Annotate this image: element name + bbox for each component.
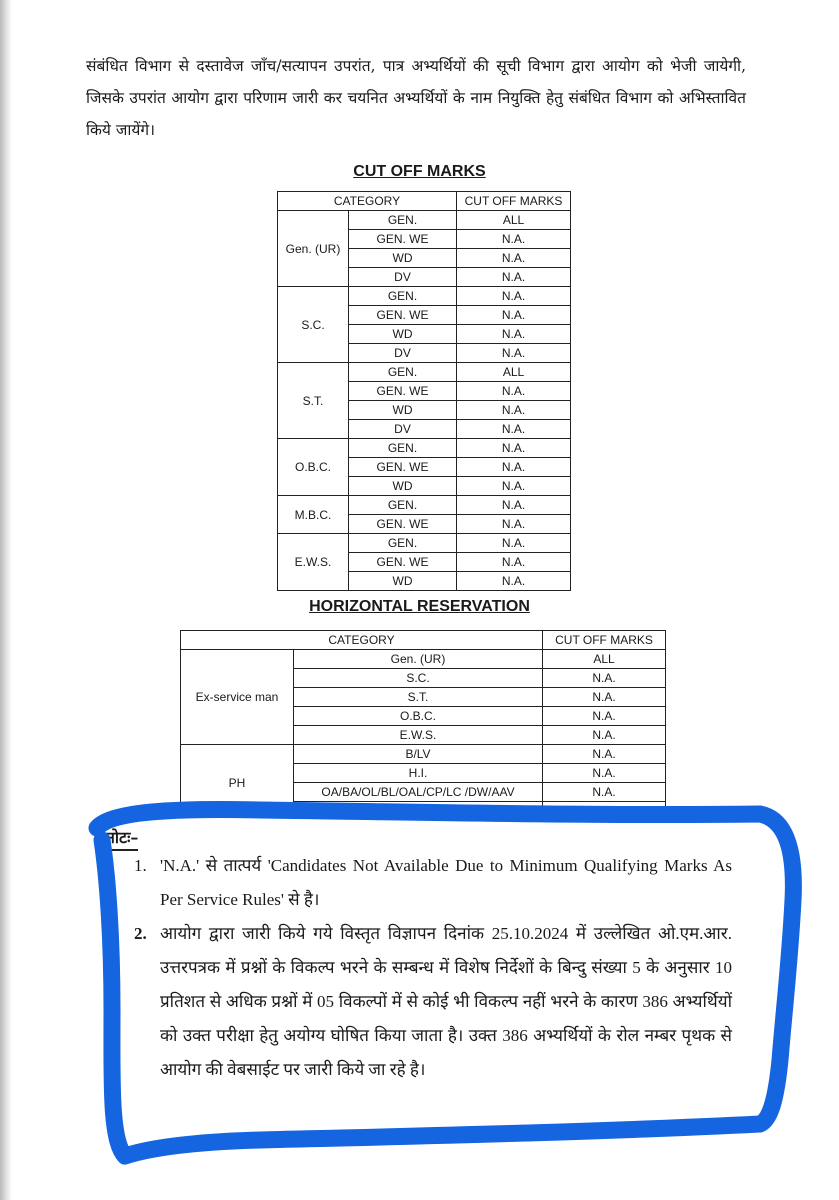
- table-row: [181, 745, 666, 764]
- cutoff-value-cell: N.A.: [543, 802, 666, 816]
- cutoff-value-cell: N.A.: [457, 306, 571, 325]
- horizontal-heading: HORIZONTAL RESERVATION: [309, 598, 530, 615]
- cutoff-header-marks: CUT OFF MARKS: [457, 192, 571, 211]
- cutoff-value-cell: N.A.: [457, 515, 571, 534]
- cutoff-value-cell: N.A.: [543, 707, 666, 726]
- cutoff-value-cell: N.A.: [457, 553, 571, 572]
- cutoff-value-cell: N.A.: [543, 745, 666, 764]
- subcategory-cell: O.B.C.: [294, 707, 543, 726]
- group-label: Ex-service man: [181, 650, 294, 745]
- subcategory-cell: WD: [349, 401, 457, 420]
- note-text: आयोग द्वारा जारी किये गये विस्तृत विज्ञापन दिनांक 25.10.2024 में उल्लेखित ओ.एम.आर. उत्तरपत्रक में प्रश्नों के विकल्प भरने के सम्बन्ध में विशेष निर्देशों के बिन्दु संख्या 5 के अनुसार 10 प्रतिशत से अधिक प्रश्नों में 05 विकल्पों में से कोई भी विकल्प नहीं भरने के कारण 386 अभ्यर्थियों को उक्त परीक्षा हेतु अयोग्य घोषित किया जाता है। उक्त 386 अभ्यर्थियों के रोल नम्बर पृथक से आयोग की वेबसाईट पर जारी किये जा रहे है।: [160, 924, 732, 1079]
- cutoff-value-cell: N.A.: [543, 688, 666, 707]
- note-item-1: [134, 849, 732, 917]
- group-label: Gen. (UR): [278, 211, 349, 287]
- subcategory-cell: GEN. WE: [349, 553, 457, 572]
- cutoff-value-cell: ALL: [457, 363, 571, 382]
- group-label: PH: [181, 745, 294, 816]
- intro-paragraph: संबंधित विभाग से दस्तावेज जाँच/सत्यापन उपरांत, पात्र अभ्यर्थियों की सूची विभाग द्वारा आयोग को भेजी जायेगी, जिसके उपरांत आयोग द्वारा परिणाम जारी कर चयनित अभ्यर्थियों के नाम नियुक्ति हेतु संबंधित विभाग को अभिस्तावित किये जायेंगे।: [86, 57, 746, 139]
- cutoff-value-cell: N.A.: [457, 344, 571, 363]
- cutoff-value-cell: N.A.: [543, 669, 666, 688]
- subcategory-cell: GEN. WE: [349, 230, 457, 249]
- cutoff-value-cell: N.A.: [457, 496, 571, 515]
- subcategory-cell: H.I.: [294, 764, 543, 783]
- subcategory-cell: WD: [349, 325, 457, 344]
- note-title: नोटः–: [106, 826, 138, 851]
- note-number: 1.: [134, 856, 147, 875]
- group-label: E.W.S.: [278, 534, 349, 591]
- subcategory-cell: E.W.S.: [294, 726, 543, 745]
- cutoff-value-cell: N.A.: [457, 572, 571, 591]
- subcategory-cell: GEN.: [349, 534, 457, 553]
- cutoff-value-cell: N.A.: [543, 764, 666, 783]
- cutoff-value-cell: ALL: [457, 211, 571, 230]
- subcategory-cell: DV: [349, 344, 457, 363]
- cutoff-value-cell: N.A.: [457, 458, 571, 477]
- cutoff-value-cell: N.A.: [457, 249, 571, 268]
- cutoff-value-cell: N.A.: [457, 420, 571, 439]
- group-label: S.C.: [278, 287, 349, 363]
- cutoff-value-cell: N.A.: [457, 401, 571, 420]
- cutoff-value-cell: N.A.: [543, 783, 666, 802]
- subcategory-cell: GEN.: [349, 363, 457, 382]
- horizontal-header-marks: CUT OFF MARKS: [543, 631, 666, 650]
- subcategory-cell: Gen. (UR): [294, 650, 543, 669]
- subcategory-cell: S.T.: [294, 688, 543, 707]
- group-label: M.B.C.: [278, 496, 349, 534]
- subcategory-cell: GEN.: [349, 496, 457, 515]
- subcategory-cell: GEN. WE: [349, 382, 457, 401]
- subcategory-cell: (a) A.S.D., M.I., S.L.D., & (b) Mul. Dis.: [294, 802, 543, 816]
- note-number: 2.: [134, 924, 147, 943]
- subcategory-cell: OA/BA/OL/BL/OAL/CP/LC /DW/AAV: [294, 783, 543, 802]
- horizontal-table: [180, 630, 666, 815]
- cutoff-header-category: CATEGORY: [278, 192, 457, 211]
- subcategory-cell: GEN. WE: [349, 306, 457, 325]
- cutoff-value-cell: N.A.: [457, 382, 571, 401]
- table-row: [181, 650, 666, 669]
- subcategory-cell: WD: [349, 249, 457, 268]
- cutoff-value-cell: N.A.: [457, 268, 571, 287]
- subcategory-cell: GEN. WE: [349, 458, 457, 477]
- cutoff-value-cell: N.A.: [457, 230, 571, 249]
- cutoff-value-cell: N.A.: [457, 325, 571, 344]
- note-text: 'N.A.' से तात्पर्य 'Candidates Not Available Due to Minimum Qualifying Marks As Per Service Rules' से है।: [160, 856, 732, 909]
- cutoff-value-cell: N.A.: [543, 726, 666, 745]
- subcategory-cell: DV: [349, 420, 457, 439]
- subcategory-cell: GEN.: [349, 211, 457, 230]
- subcategory-cell: GEN. WE: [349, 515, 457, 534]
- subcategory-cell: GEN.: [349, 439, 457, 458]
- cutoff-value-cell: N.A.: [457, 477, 571, 496]
- note-item-2: [134, 917, 732, 1087]
- horizontal-header-category: CATEGORY: [181, 631, 543, 650]
- subcategory-cell: B/LV: [294, 745, 543, 764]
- group-label: S.T.: [278, 363, 349, 439]
- cutoff-heading: CUT OFF MARKS: [353, 163, 486, 180]
- cutoff-value-cell: N.A.: [457, 439, 571, 458]
- cutoff-value-cell: N.A.: [457, 287, 571, 306]
- subcategory-cell: WD: [349, 477, 457, 496]
- subcategory-cell: WD: [349, 572, 457, 591]
- group-label: O.B.C.: [278, 439, 349, 496]
- subcategory-cell: GEN.: [349, 287, 457, 306]
- cutoff-value-cell: ALL: [543, 650, 666, 669]
- cutoff-value-cell: N.A.: [457, 534, 571, 553]
- subcategory-cell: S.C.: [294, 669, 543, 688]
- subcategory-cell: DV: [349, 268, 457, 287]
